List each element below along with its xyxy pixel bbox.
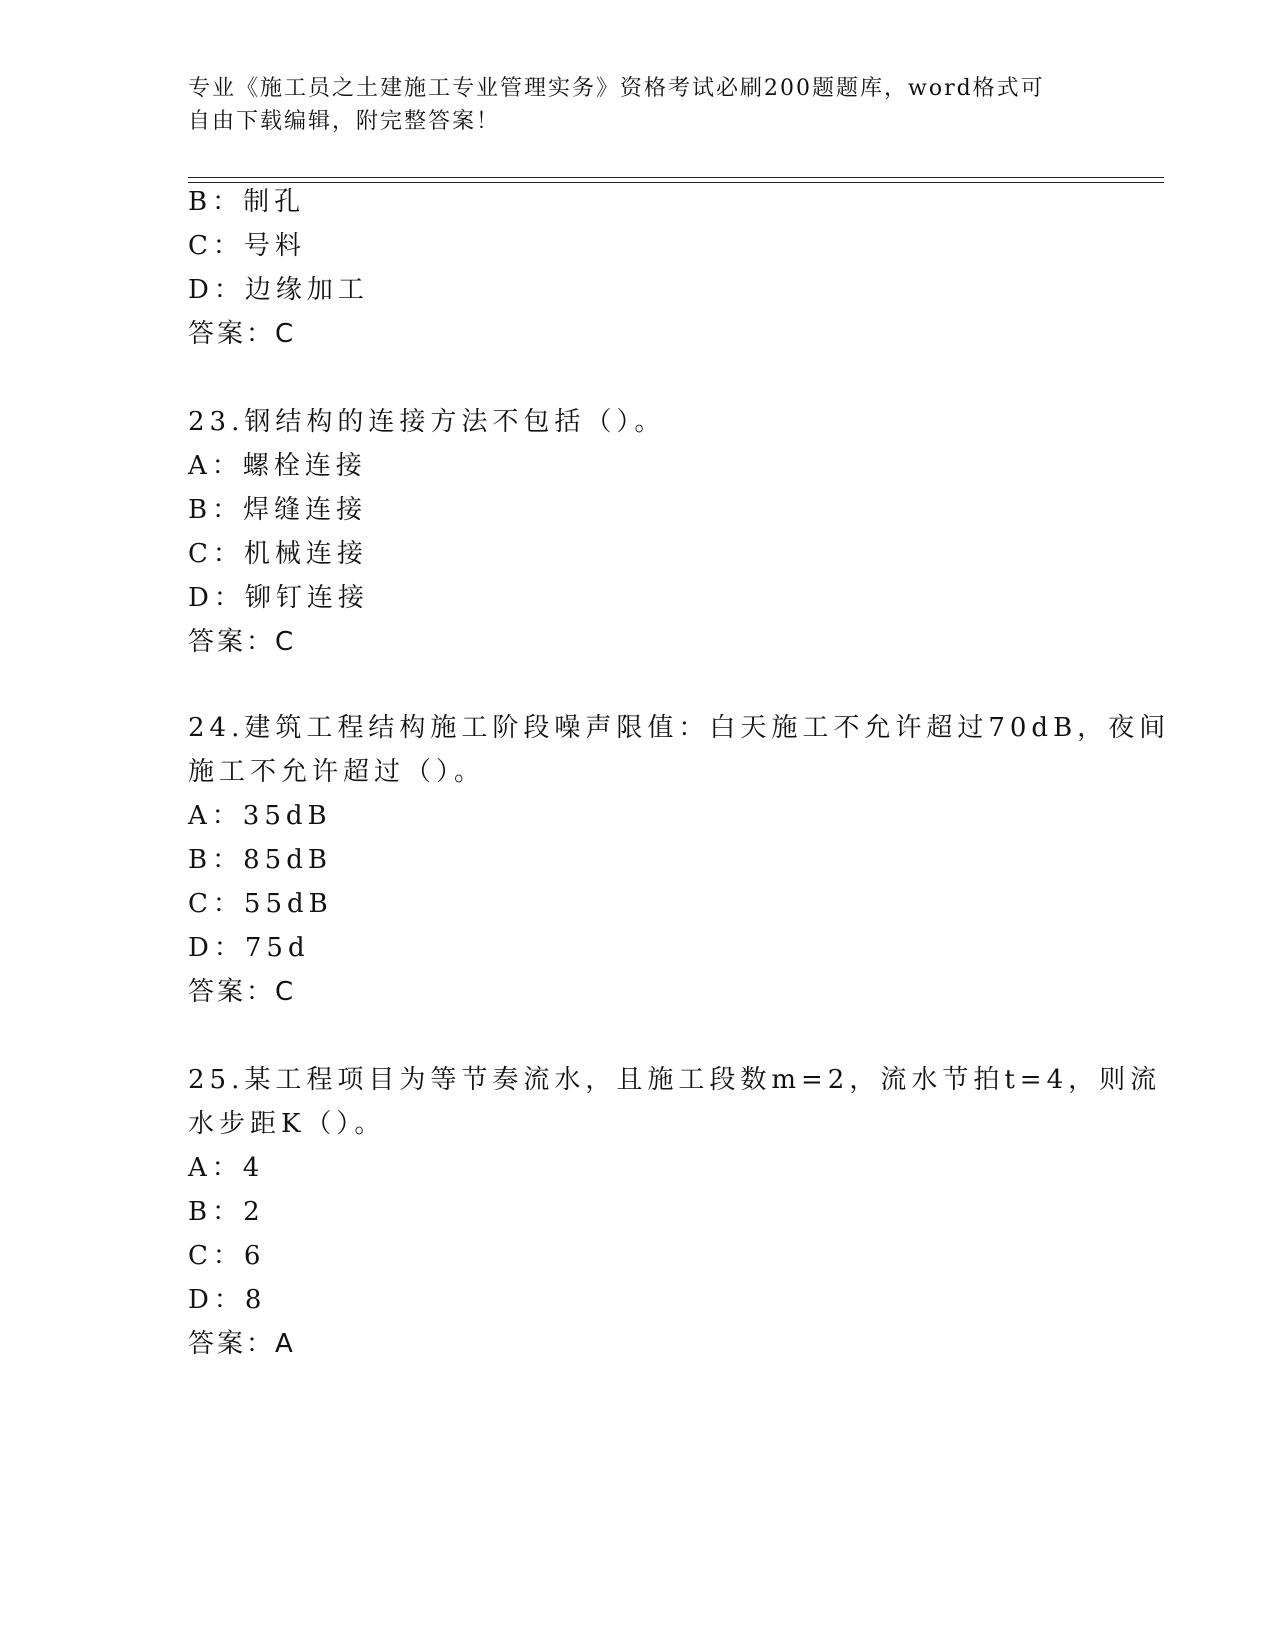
answer: 答案：C	[188, 627, 297, 657]
question-23-stem: 23.钢结构的连接方法不包括（）。	[188, 407, 666, 437]
option-a: A：35dB	[188, 801, 332, 831]
header-rule	[188, 177, 1164, 183]
option-a: A：螺栓连接	[188, 451, 367, 481]
question-25-stem-line-2: 水步距K（）。	[188, 1109, 386, 1139]
option-d: D：75d	[188, 933, 310, 963]
option-d: D：铆钉连接	[188, 583, 369, 613]
option-b: B：2	[188, 1197, 265, 1227]
question-25-stem-line-1: 25.某工程项目为等节奏流水，且施工段数m=2，流水节拍t=4，则流	[188, 1065, 1162, 1095]
answer: 答案：C	[188, 319, 297, 349]
option-d: D：边缘加工	[188, 275, 369, 305]
answer: 答案：C	[188, 977, 297, 1007]
option-b: B：制孔	[188, 187, 306, 217]
question-24-stem-line-1: 24.建筑工程结构施工阶段噪声限值：白天施工不允许超过70dB，夜间	[188, 713, 1171, 743]
page-header	[188, 72, 1068, 138]
option-c: C：号料	[188, 231, 306, 261]
option-c: C：6	[188, 1241, 266, 1271]
option-d: D：8	[188, 1285, 267, 1315]
option-c: C：机械连接	[188, 539, 368, 569]
header-line-1: 专业《施工员之土建施工专业管理实务》资格考试必刷200题题库，word格式可	[188, 76, 1045, 101]
answer: 答案：A	[188, 1329, 296, 1359]
option-b: B：85dB	[188, 845, 332, 875]
option-b: B：焊缝连接	[188, 495, 368, 525]
header-line-2: 自由下载编辑，附完整答案！	[188, 109, 501, 134]
option-a: A：4	[188, 1153, 265, 1183]
option-c: C：55dB	[188, 889, 333, 919]
question-24-stem-line-2: 施工不允许超过（）。	[188, 757, 486, 787]
